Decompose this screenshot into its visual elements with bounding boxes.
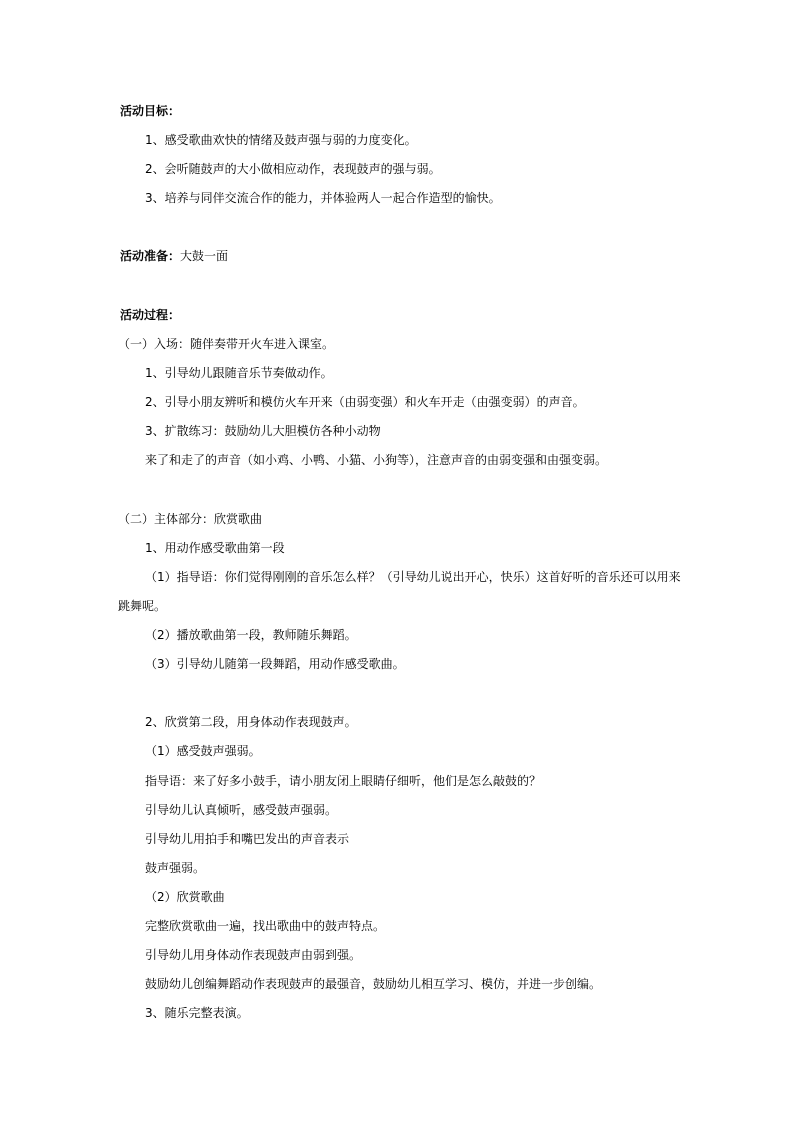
part1-item-3: 3、扩散练习：鼓励幼儿大胆模仿各种小动物: [145, 424, 381, 438]
section1-step-2: （2）播放歌曲第一段，教师随乐舞蹈。: [145, 628, 357, 642]
section2-sub2-line-1: 完整欣赏歌曲一遍，找出歌曲中的鼓声特点。: [145, 919, 386, 933]
part1-item-3-continued: 来了和走了的声音（如小鸡、小鸭、小猫、小狗等），注意声音的由弱变强和由强变弱。: [145, 453, 608, 467]
section2-sub1-line-2: 引导幼儿认真倾听，感受鼓声强弱。: [145, 803, 338, 817]
section1-guide-line-1: （1）指导语：你们觉得刚刚的音乐怎么样？（引导幼儿说出开心，快乐）这首好听的音乐还可以用来: [145, 570, 681, 584]
section2-sub2-line-2: 引导幼儿用身体动作表现鼓声由弱到强。: [145, 948, 362, 962]
section2-sub2-line-3: 鼓励幼儿创编舞蹈动作表现鼓声的最强音，鼓励幼儿相互学习、模仿，并进一步创编。: [145, 977, 602, 991]
section2-sub1-line-4: 鼓声强弱。: [145, 861, 206, 875]
section2-title: 2、欣赏第二段，用身体动作表现鼓声。: [145, 715, 357, 729]
part1-item-1: 1、引导幼儿跟随音乐节奏做动作。: [145, 366, 333, 380]
goal-item-3: 3、培养与同伴交流合作的能力，并体验两人一起合作造型的愉快。: [145, 191, 501, 205]
goal-item-1: 1、感受歌曲欢快的情绪及鼓声强与弱的力度变化。: [145, 133, 417, 147]
section1-step-3: （3）引导幼儿随第一段舞蹈，用动作感受歌曲。: [145, 657, 405, 671]
part1-title: （一）入场：随伴奏带开火车进入课室。: [118, 337, 335, 351]
section2-sub1-line-1: 指导语：来了好多小鼓手，请小朋友闭上眼睛仔细听，他们是怎么敲鼓的？: [145, 774, 542, 788]
goal-item-2: 2、会听随鼓声的大小做相应动作，表现鼓声的强与弱。: [145, 162, 441, 176]
section3-title: 3、随乐完整表演。: [145, 1006, 249, 1020]
section2-sub2-title: （2）欣赏歌曲: [145, 890, 225, 904]
prep-heading: 活动准备：: [120, 249, 181, 263]
part2-title: （二）主体部分：欣赏歌曲: [118, 512, 263, 526]
process-heading: 活动过程：: [120, 308, 181, 322]
goals-heading: 活动目标：: [120, 104, 181, 118]
part1-item-2: 2、引导小朋友辨听和模仿火车开来（由弱变强）和火车开走（由强变弱）的声音。: [145, 395, 585, 409]
section1-title: 1、用动作感受歌曲第一段: [145, 541, 285, 555]
section1-guide-line-2: 跳舞呢。: [118, 599, 167, 613]
prep-text: 大鼓一面: [180, 249, 229, 263]
prep-line: [120, 248, 228, 264]
section2-sub1-line-3: 引导幼儿用拍手和嘴巴发出的声音表示: [145, 832, 350, 846]
section2-sub1-title: （1）感受鼓声强弱。: [145, 744, 261, 758]
